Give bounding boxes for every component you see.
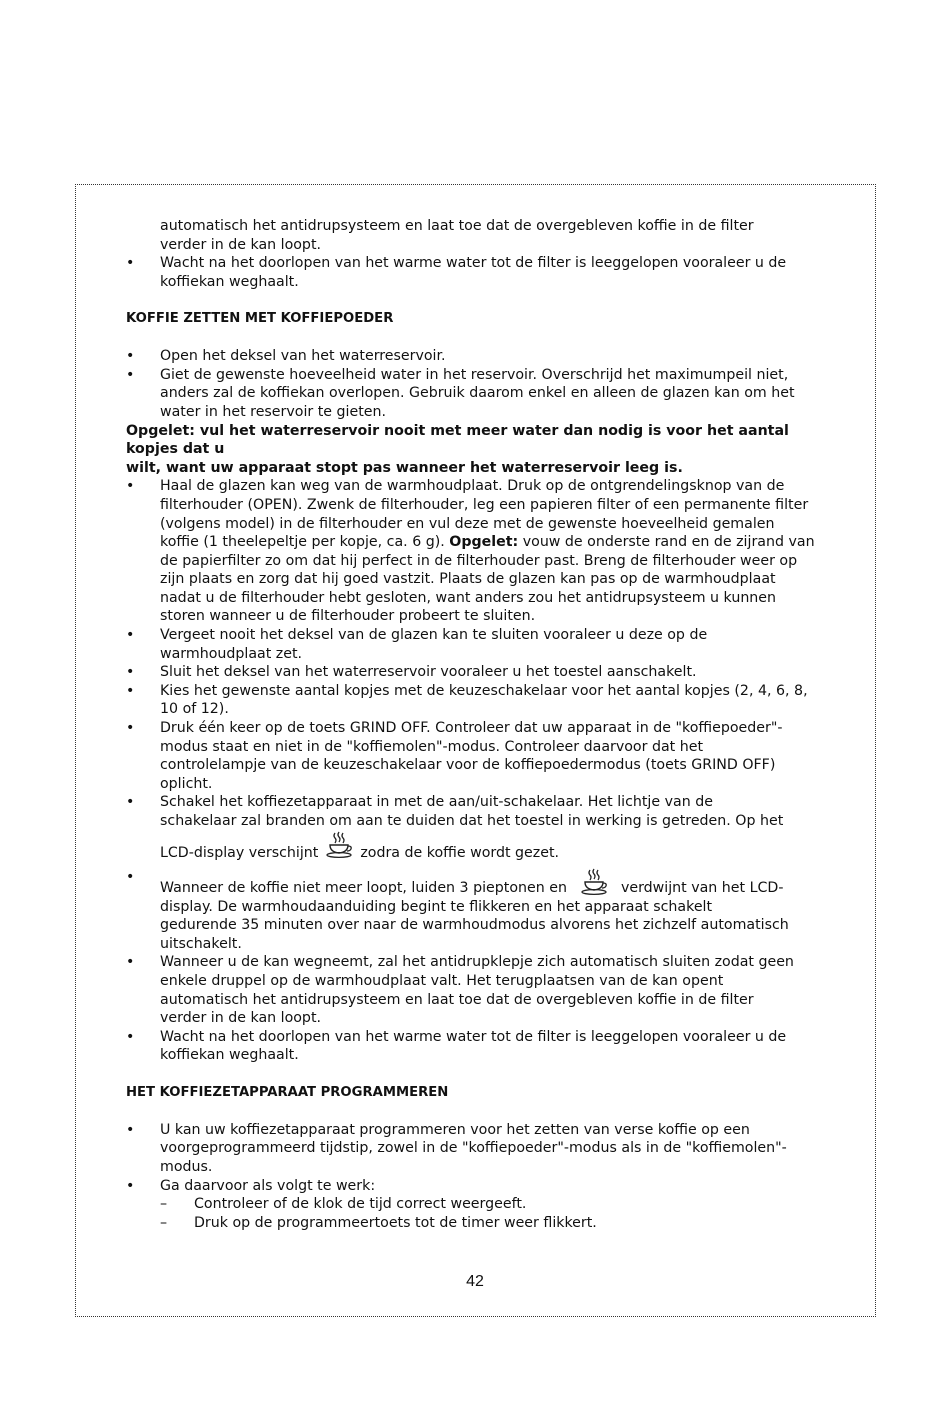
warning-label: Opgelet:: [449, 534, 519, 551]
list-item: [126, 347, 838, 366]
text-line: • Schakel het koffiezetapparaat in met de aan/uit-schakelaar. Het lichtje van de: [160, 794, 713, 811]
text-line: • Open het deksel van het waterreservoir.: [160, 348, 446, 365]
list-item: [126, 953, 838, 1027]
sub-list-item: [126, 1214, 838, 1233]
text-line: modus.: [160, 1158, 213, 1175]
text-line: – Controleer of de klok de tijd correct weergeeft.: [194, 1196, 527, 1213]
coffee-cup-icon: [324, 831, 354, 859]
text-segment: zodra de koffie wordt gezet.: [360, 844, 560, 861]
text-line: 10 of 12).: [160, 701, 229, 718]
list-item: [126, 1121, 838, 1177]
text-line: • Wanneer u de kan wegneemt, zal het antidrupklepje zich automatisch sluiten zodat geen: [160, 954, 794, 971]
text-line: nadat u de filterhouder hebt gesloten, want anders zou het antidrupsysteem u kunnen: [160, 589, 777, 606]
text-line: uitschakelt.: [160, 935, 242, 952]
text-line: enkele druppel op de warmhoudplaat valt. Het terugplaatsen van de kan opent: [160, 972, 724, 989]
list-item: [126, 868, 838, 954]
text-segment: koffie (1 theelepeltje per kopje, ca. 6 g).: [160, 534, 450, 551]
text-line: storen wanneer u de filterhouder probeert te sluiten.: [160, 608, 536, 625]
sub-list-item: [126, 1195, 838, 1214]
text-line: [160, 868, 838, 898]
text-line: verder in de kan loopt.: [160, 1010, 322, 1027]
text-line: anders zal de koffiekan overlopen. Gebruik daarom enkel en alleen de glazen kan om het: [160, 385, 795, 402]
text-line: modus staat en niet in de "koffiemolen"-modus. Controleer daarvoor dat het: [160, 738, 704, 755]
text-line: warmhoudplaat zet.: [160, 645, 303, 662]
text-line: • U kan uw koffiezetapparaat programmeren voor het zetten van verse koffie op een: [160, 1121, 750, 1138]
text-segment: verdwijnt van het LCD-: [620, 879, 784, 896]
text-line: gedurende 35 minuten over naar de warmhoudmodus alvorens het zichzelf automatisch: [160, 917, 789, 934]
text-line: – Druk op de programmeertoets tot de timer weer flikkert.: [194, 1214, 597, 1231]
text-line: • Sluit het deksel van het waterreservoir vooraleer u het toestel aanschakelt.: [160, 664, 697, 681]
text-line: [160, 533, 838, 552]
text-line: • Kies het gewenste aantal kopjes met de keuzeschakelaar voor het aantal kopjes (2, 4, 6, 8,: [160, 682, 808, 699]
text-segment: LCD-display verschijnt: [160, 844, 319, 861]
list-item: [126, 719, 838, 793]
text-segment: vouw de onderste rand en de zijrand van: [518, 534, 815, 551]
list-item: [126, 1177, 838, 1196]
warning-text: Opgelet: vul het waterreservoir nooit met meer water dan nodig is voor het aantal kopjes dat u: [126, 422, 789, 458]
list-item: [126, 366, 838, 422]
list-item: [126, 682, 838, 719]
text-line: schakelaar zal branden om aan te duiden dat het toestel in werking is getreden. Op het: [160, 813, 784, 829]
section-heading: HET KOFFIEZETAPPARAAT PROGRAMMEREN: [126, 1084, 449, 1100]
text-line: • Wacht na het doorlopen van het warme water tot de filter is leeggelopen vooraleer u de: [160, 1028, 787, 1045]
text-line: controlelampje van de keuzeschakelaar voor de koffiepoedermodus (toets GRIND OFF): [160, 757, 776, 774]
text-line: filterhouder (OPEN). Zwenk de filterhouder, leg een papieren filter of een permanente filter: [160, 496, 809, 513]
text-line: zijn plaats en zorg dat hij goed vastzit. Plaats de glazen kan pas op de warmhoudplaat: [160, 571, 776, 588]
text-line: • Giet de gewenste hoeveelheid water in het reservoir. Overschrijd het maximumpeil niet,: [160, 366, 789, 383]
text-line: koffiekan weghaalt.: [160, 1047, 299, 1064]
page-content: [126, 217, 838, 1232]
section-heading: KOFFIE ZETTEN MET KOFFIEPOEDER: [126, 310, 394, 326]
warning-text: wilt, want uw apparaat stopt pas wanneer het waterreservoir leeg is.: [126, 459, 683, 476]
text-line: • Druk één keer op de toets GRIND OFF. Controleer dat uw apparaat in de "koffiepoeder"-: [160, 720, 783, 737]
text-line: koffiekan weghaalt.: [160, 273, 299, 290]
list-item: [126, 793, 838, 867]
page-number: 42: [466, 1273, 484, 1290]
text-line: [160, 831, 838, 868]
list-item: [126, 477, 838, 626]
text-segment: Wanneer de koffie niet meer loopt, luiden 3 pieptonen en: [160, 879, 567, 896]
text-line: • Haal de glazen kan weg van de warmhoudplaat. Druk op de ontgrendelingsknop van de: [160, 478, 785, 495]
text-line: display. De warmhoudaanduiding begint te flikkeren en het apparaat schakelt: [160, 898, 713, 915]
text-line: (volgens model) in de filterhouder en vul deze met de gewenste hoeveelheid gemalen: [160, 515, 775, 532]
text-line: water in het reservoir te gieten.: [160, 403, 387, 420]
text-line: oplicht.: [160, 775, 213, 792]
list-item: [126, 663, 838, 682]
text-line: de papierfilter zo om dat hij perfect in de filterhouder past. Breng de filterhouder weer op: [160, 552, 798, 569]
text-line: voorgeprogrammeerd tijdstip, zowel in de "koffiepoeder"-modus als in de "koffiemolen"-: [160, 1140, 787, 1157]
list-item: [126, 1028, 838, 1065]
coffee-cup-icon: [579, 868, 609, 896]
list-item: [126, 254, 838, 291]
text-line: verder in de kan loopt.: [160, 236, 322, 253]
text-line: • Ga daarvoor als volgt te werk:: [160, 1177, 376, 1194]
text-line: automatisch het antidrupsysteem en laat toe dat de overgebleven koffie in de filter: [160, 991, 754, 1008]
text-line: • Vergeet nooit het deksel van de glazen kan te sluiten vooraleer u deze op de: [160, 627, 708, 644]
text-line: automatisch het antidrupsysteem en laat toe dat de overgebleven koffie in de filter: [160, 218, 754, 234]
list-item: [126, 626, 838, 663]
text-line: • Wacht na het doorlopen van het warme water tot de filter is leeggelopen vooraleer u de: [160, 255, 787, 272]
